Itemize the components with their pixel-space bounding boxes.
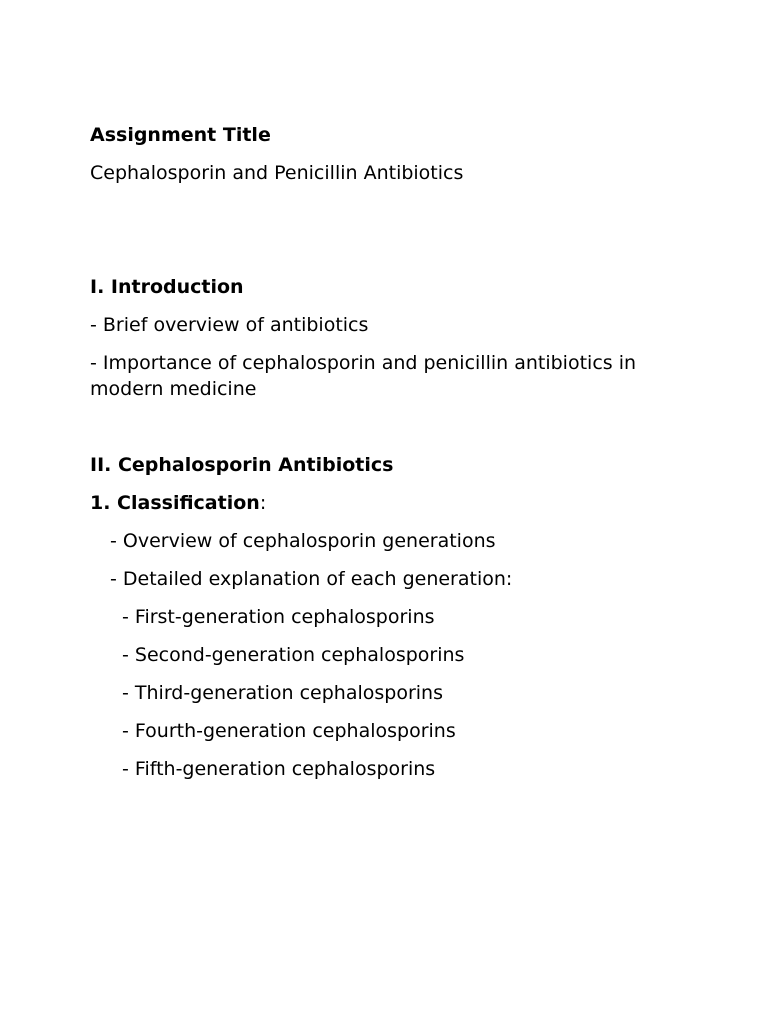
list-item-generation: - Fourth-generation cephalosporins [122, 720, 456, 742]
list-item-generation: - First-generation cephalosporins [122, 606, 435, 628]
document-page [90, 122, 690, 794]
sub-heading-classification [90, 490, 690, 516]
spacer [90, 198, 690, 274]
list-item: - Detailed explanation of each generation: [110, 568, 513, 590]
list-item: - Brief overview of antibiotics [90, 314, 369, 336]
spacer [90, 414, 690, 452]
list-item-generation: - Third-generation cephalosporins [122, 682, 443, 704]
list-item-generation: - Second-generation cephalosporins [122, 644, 465, 666]
list-item: - Importance of cephalosporin and penicillin antibiotics in modern medicine [90, 352, 637, 400]
sub-heading-text: 1. Classification [90, 492, 260, 514]
assignment-label: Assignment Title [90, 124, 271, 146]
assignment-title: Cephalosporin and Penicillin Antibiotics [90, 162, 464, 184]
list-item: - Overview of cephalosporin generations [110, 530, 496, 552]
section-heading-cephalosporin: II. Cephalosporin Antibiotics [90, 454, 394, 476]
sub-heading-suffix: : [259, 492, 267, 514]
section-heading-introduction: I. Introduction [90, 276, 244, 298]
list-item-generation: - Fifth-generation cephalosporins [122, 758, 436, 780]
